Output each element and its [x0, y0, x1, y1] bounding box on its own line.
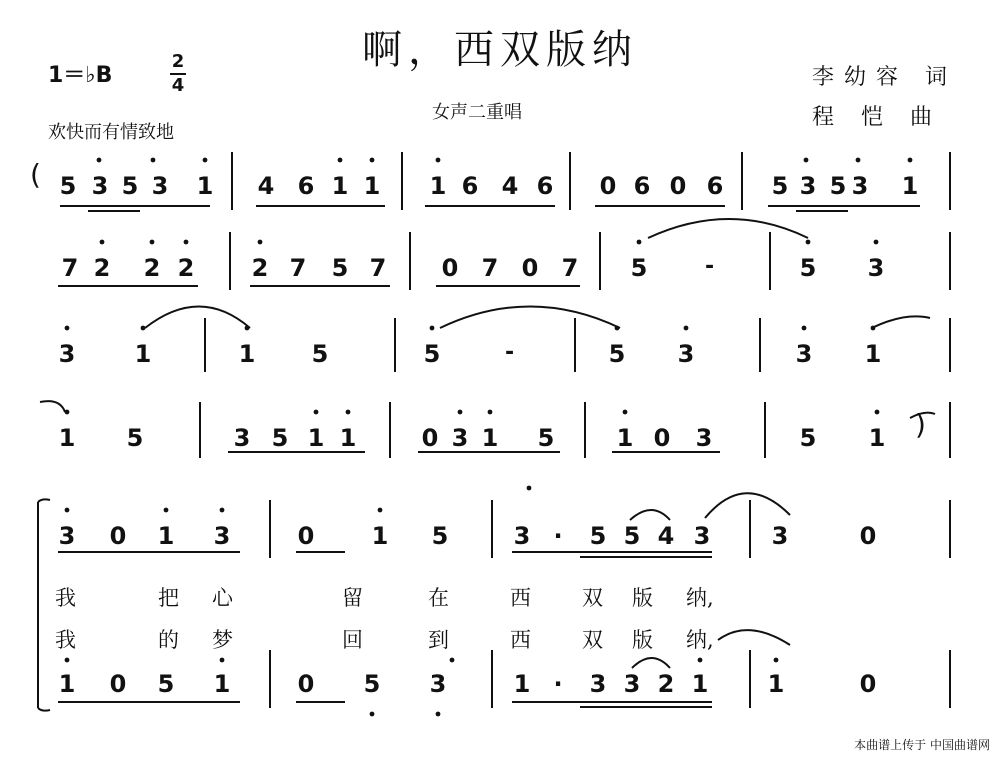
note: 5 — [121, 172, 139, 200]
note: 4 — [257, 172, 275, 200]
lyric-char: 双 — [582, 586, 603, 610]
note: 3 — [695, 424, 713, 452]
note: 3 — [91, 172, 109, 200]
note: 1 — [513, 670, 531, 698]
note: 0 — [421, 424, 439, 452]
note: 2 — [177, 254, 195, 282]
note: 0 — [297, 670, 315, 698]
note: 1 — [307, 424, 325, 452]
lyric-char: 梦 — [212, 628, 233, 652]
note: 5 — [311, 340, 329, 368]
note: 3 — [58, 340, 76, 368]
note: 3 — [429, 670, 447, 698]
note: 5 — [157, 670, 175, 698]
note: 5 — [799, 424, 817, 452]
lyric-char: 我 — [55, 628, 76, 652]
note: 6 — [706, 172, 724, 200]
note: 5 — [537, 424, 555, 452]
meter-top: 2 — [171, 51, 185, 72]
note: 1 — [58, 424, 76, 452]
note: 6 — [461, 172, 479, 200]
note: 5 — [799, 254, 817, 282]
lyric-char: 版 — [632, 586, 653, 610]
note: 3 — [451, 424, 469, 452]
note: 7 — [481, 254, 499, 282]
lyric-char: 纳, — [686, 586, 714, 610]
note: 1 — [363, 172, 381, 200]
lyric-char: 心 — [212, 586, 233, 610]
note: 0 — [441, 254, 459, 282]
lyric-char: 西 — [510, 628, 531, 652]
note: 1 — [864, 340, 882, 368]
note: 1 — [196, 172, 214, 200]
note: 3 — [623, 670, 641, 698]
note: 2 — [251, 254, 269, 282]
note: 3 — [513, 522, 531, 550]
dash: - — [705, 254, 715, 279]
note: 5 — [630, 254, 648, 282]
note: 7 — [561, 254, 579, 282]
note: 6 — [536, 172, 554, 200]
lyric-char: 把 — [158, 586, 179, 610]
note: 0 — [297, 522, 315, 550]
note: 7 — [369, 254, 387, 282]
note: 5 — [126, 424, 144, 452]
note: 1 — [331, 172, 349, 200]
note: · — [553, 670, 563, 698]
note: 0 — [599, 172, 617, 200]
note: 5 — [271, 424, 289, 452]
note: 1 — [213, 670, 231, 698]
note: 4 — [501, 172, 519, 200]
note: 6 — [297, 172, 315, 200]
note: 5 — [829, 172, 847, 200]
lyric-char: 双 — [582, 628, 603, 652]
note: 1 — [691, 670, 709, 698]
lyric-char: 西 — [510, 586, 531, 610]
composer: 程 恺 曲 — [812, 105, 942, 130]
note: 5 — [771, 172, 789, 200]
repeat-paren-open: ( — [30, 158, 41, 191]
note: 0 — [653, 424, 671, 452]
note: 3 — [213, 522, 231, 550]
note: 0 — [109, 670, 127, 698]
lyric-char: 到 — [428, 628, 449, 652]
tempo-marking: 欢快而有情致地 — [48, 122, 174, 143]
note: 6 — [633, 172, 651, 200]
note: 3 — [693, 522, 711, 550]
note: 1 — [901, 172, 919, 200]
footer-credit: 本曲谱上传于 中国曲谱网 — [854, 738, 990, 752]
dash: - — [505, 340, 515, 365]
note: 2 — [657, 670, 675, 698]
note: 1 — [616, 424, 634, 452]
lyric-char: 的 — [158, 628, 179, 652]
note: 1 — [339, 424, 357, 452]
note: 1 — [157, 522, 175, 550]
lyric-char: 我 — [55, 586, 76, 610]
note: 7 — [289, 254, 307, 282]
note: 1 — [371, 522, 389, 550]
note: 5 — [59, 172, 77, 200]
note: 1 — [429, 172, 447, 200]
note: 3 — [233, 424, 251, 452]
note: 5 — [608, 340, 626, 368]
note: 3 — [589, 670, 607, 698]
meter-bottom: 4 — [171, 75, 185, 96]
lyricist: 李幼容 词 — [812, 65, 957, 90]
note: 5 — [589, 522, 607, 550]
note: 1 — [134, 340, 152, 368]
lyric-char: 留 — [342, 586, 363, 610]
note: 3 — [867, 254, 885, 282]
note: 4 — [657, 522, 675, 550]
note: 3 — [795, 340, 813, 368]
note: 7 — [61, 254, 79, 282]
lyric-char: 版 — [632, 628, 653, 652]
lyric-char: 回 — [342, 628, 363, 652]
note: 1 — [767, 670, 785, 698]
note: 1 — [238, 340, 256, 368]
note: 1 — [481, 424, 499, 452]
note: 2 — [93, 254, 111, 282]
note: 3 — [851, 172, 869, 200]
note: 5 — [363, 670, 381, 698]
page-title: 啊，西双版纳 — [362, 27, 638, 73]
note: 5 — [623, 522, 641, 550]
note: 5 — [423, 340, 441, 368]
note: 0 — [859, 670, 877, 698]
note: 1 — [58, 670, 76, 698]
note: 2 — [143, 254, 161, 282]
note: 0 — [521, 254, 539, 282]
note: 3 — [677, 340, 695, 368]
voice-label: 女声二重唱 — [432, 102, 522, 123]
note: 0 — [669, 172, 687, 200]
note: 5 — [331, 254, 349, 282]
note: 5 — [431, 522, 449, 550]
note: · — [553, 522, 563, 550]
note: 1 — [868, 424, 886, 452]
note: 3 — [799, 172, 817, 200]
note: 0 — [109, 522, 127, 550]
note: 3 — [771, 522, 789, 550]
note: 3 — [151, 172, 169, 200]
lyric-char: 在 — [428, 586, 449, 610]
lyric-char: 纳, — [686, 628, 714, 652]
repeat-paren-close: ) — [915, 408, 926, 441]
note: 0 — [859, 522, 877, 550]
note: 3 — [58, 522, 76, 550]
key-signature: 1＝♭B — [48, 63, 113, 88]
